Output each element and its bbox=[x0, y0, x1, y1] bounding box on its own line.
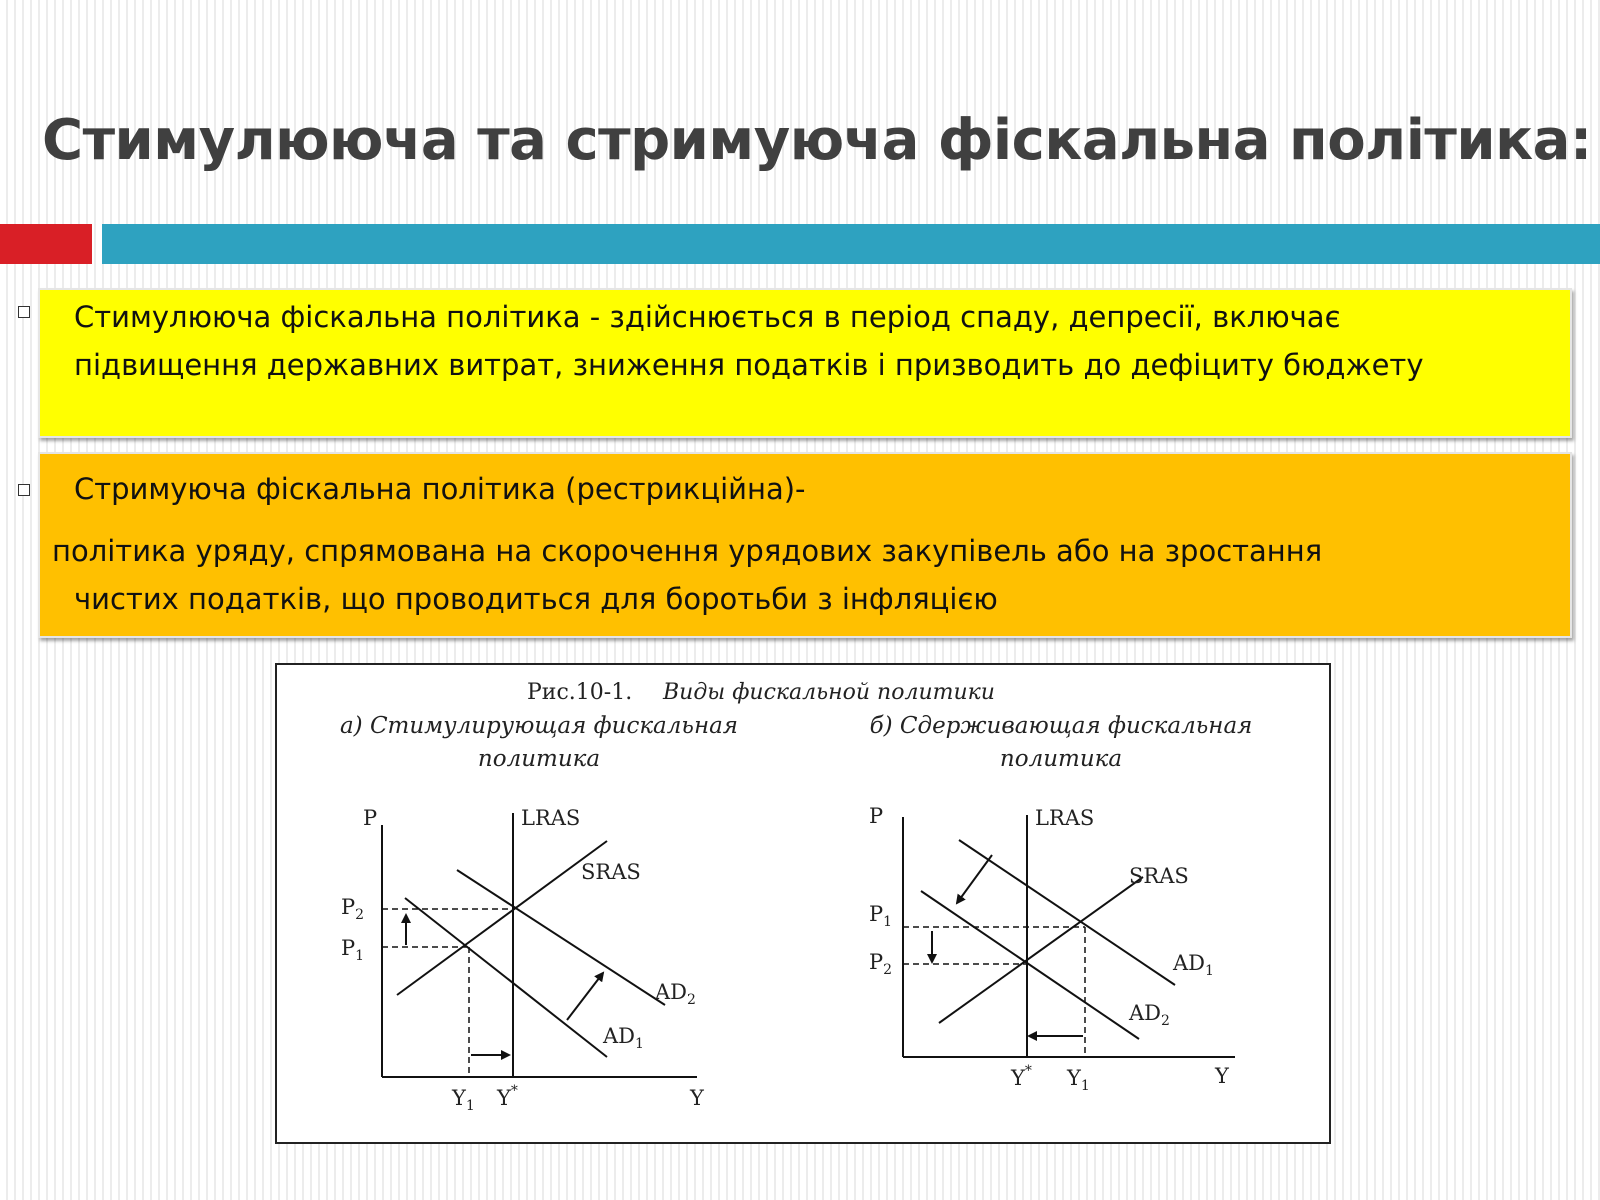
right-p-label: P bbox=[869, 804, 884, 828]
right-sras-label: SRAS bbox=[1129, 864, 1189, 888]
restraining-policy-heading: Стримуюча фіскальна політика (рестрикційна)- bbox=[74, 472, 806, 506]
left-y1-label: $Y_1$ bbox=[452, 1086, 475, 1114]
restraining-policy-line-2: політика уряду, спрямована на скорочення урядових закупівель або на зростання bbox=[52, 534, 1323, 568]
left-lras-label: LRAS bbox=[521, 806, 581, 830]
right-sras-line bbox=[939, 877, 1143, 1023]
right-demand-shift-arrow-icon bbox=[957, 855, 992, 903]
right-lras-label: LRAS bbox=[1035, 806, 1095, 830]
right-y-label: Y bbox=[1215, 1064, 1229, 1088]
left-sras-label: SRAS bbox=[581, 860, 641, 884]
right-ad2-line bbox=[921, 891, 1139, 1039]
left-panel-graph bbox=[382, 813, 697, 1077]
left-p-label: P bbox=[363, 806, 378, 830]
left-panel-title-line1: а) Стимулирующая фискальная bbox=[339, 713, 739, 739]
right-ad2-label: $AD_2$ bbox=[1129, 1001, 1170, 1029]
left-y-label: Y bbox=[690, 1086, 704, 1110]
left-panel-labels bbox=[341, 806, 705, 1114]
right-panel-title-line2: политика bbox=[999, 746, 1123, 772]
fiscal-policy-diagram bbox=[277, 665, 1329, 1142]
left-p2-label: $P_2$ bbox=[341, 895, 365, 923]
right-ystar-label: Y* bbox=[1011, 1063, 1032, 1090]
square-bullet-icon bbox=[18, 484, 30, 496]
slide-title: Стимулююча та стримуюча фіскальна політика: bbox=[42, 108, 1592, 173]
stimulating-policy-box bbox=[38, 288, 1572, 438]
right-p2-label: $P_2$ bbox=[869, 950, 893, 978]
restraining-policy-box bbox=[38, 452, 1572, 638]
left-ystar-label: Y* bbox=[497, 1083, 518, 1110]
right-ad1-label: $AD_1$ bbox=[1173, 951, 1214, 979]
restraining-policy-line-3: чистих податків, що проводиться для боротьби з інфляцією bbox=[74, 582, 998, 616]
right-p1-label: $P_1$ bbox=[869, 902, 893, 930]
left-ad1-line bbox=[405, 898, 607, 1057]
left-p1-label: $P_1$ bbox=[341, 936, 365, 964]
accent-bar-blue bbox=[102, 224, 1600, 264]
left-ad1-label: $AD_1$ bbox=[603, 1024, 644, 1052]
left-demand-shift-arrow-icon bbox=[567, 973, 603, 1020]
figure-caption-title: Виды фискальной политики bbox=[663, 680, 995, 705]
square-bullet-icon bbox=[18, 306, 30, 318]
right-ad1-line bbox=[959, 840, 1175, 985]
stimulating-policy-line-1: Стимулююча фіскальна політика - здійснюється в період спаду, депресії, включає bbox=[74, 300, 1341, 334]
right-panel-title-line1: б) Сдерживающая фискальная bbox=[869, 713, 1253, 739]
left-ad2-line bbox=[457, 870, 665, 1005]
right-y1-label: $Y_1$ bbox=[1067, 1066, 1090, 1094]
fiscal-policy-figure bbox=[275, 663, 1331, 1144]
right-panel-labels bbox=[869, 804, 1230, 1094]
stimulating-policy-line-2: підвищення державних витрат, зниження податків і призводить до дефіциту бюджету bbox=[74, 348, 1424, 382]
left-sras-line bbox=[397, 841, 607, 995]
accent-bar-red bbox=[0, 224, 92, 264]
figure-caption-prefix: Рис.10-1. bbox=[527, 680, 633, 705]
left-panel-title-line2: политика bbox=[477, 746, 601, 772]
right-panel-graph bbox=[903, 815, 1235, 1057]
left-ad2-label: $AD_2$ bbox=[655, 980, 696, 1008]
